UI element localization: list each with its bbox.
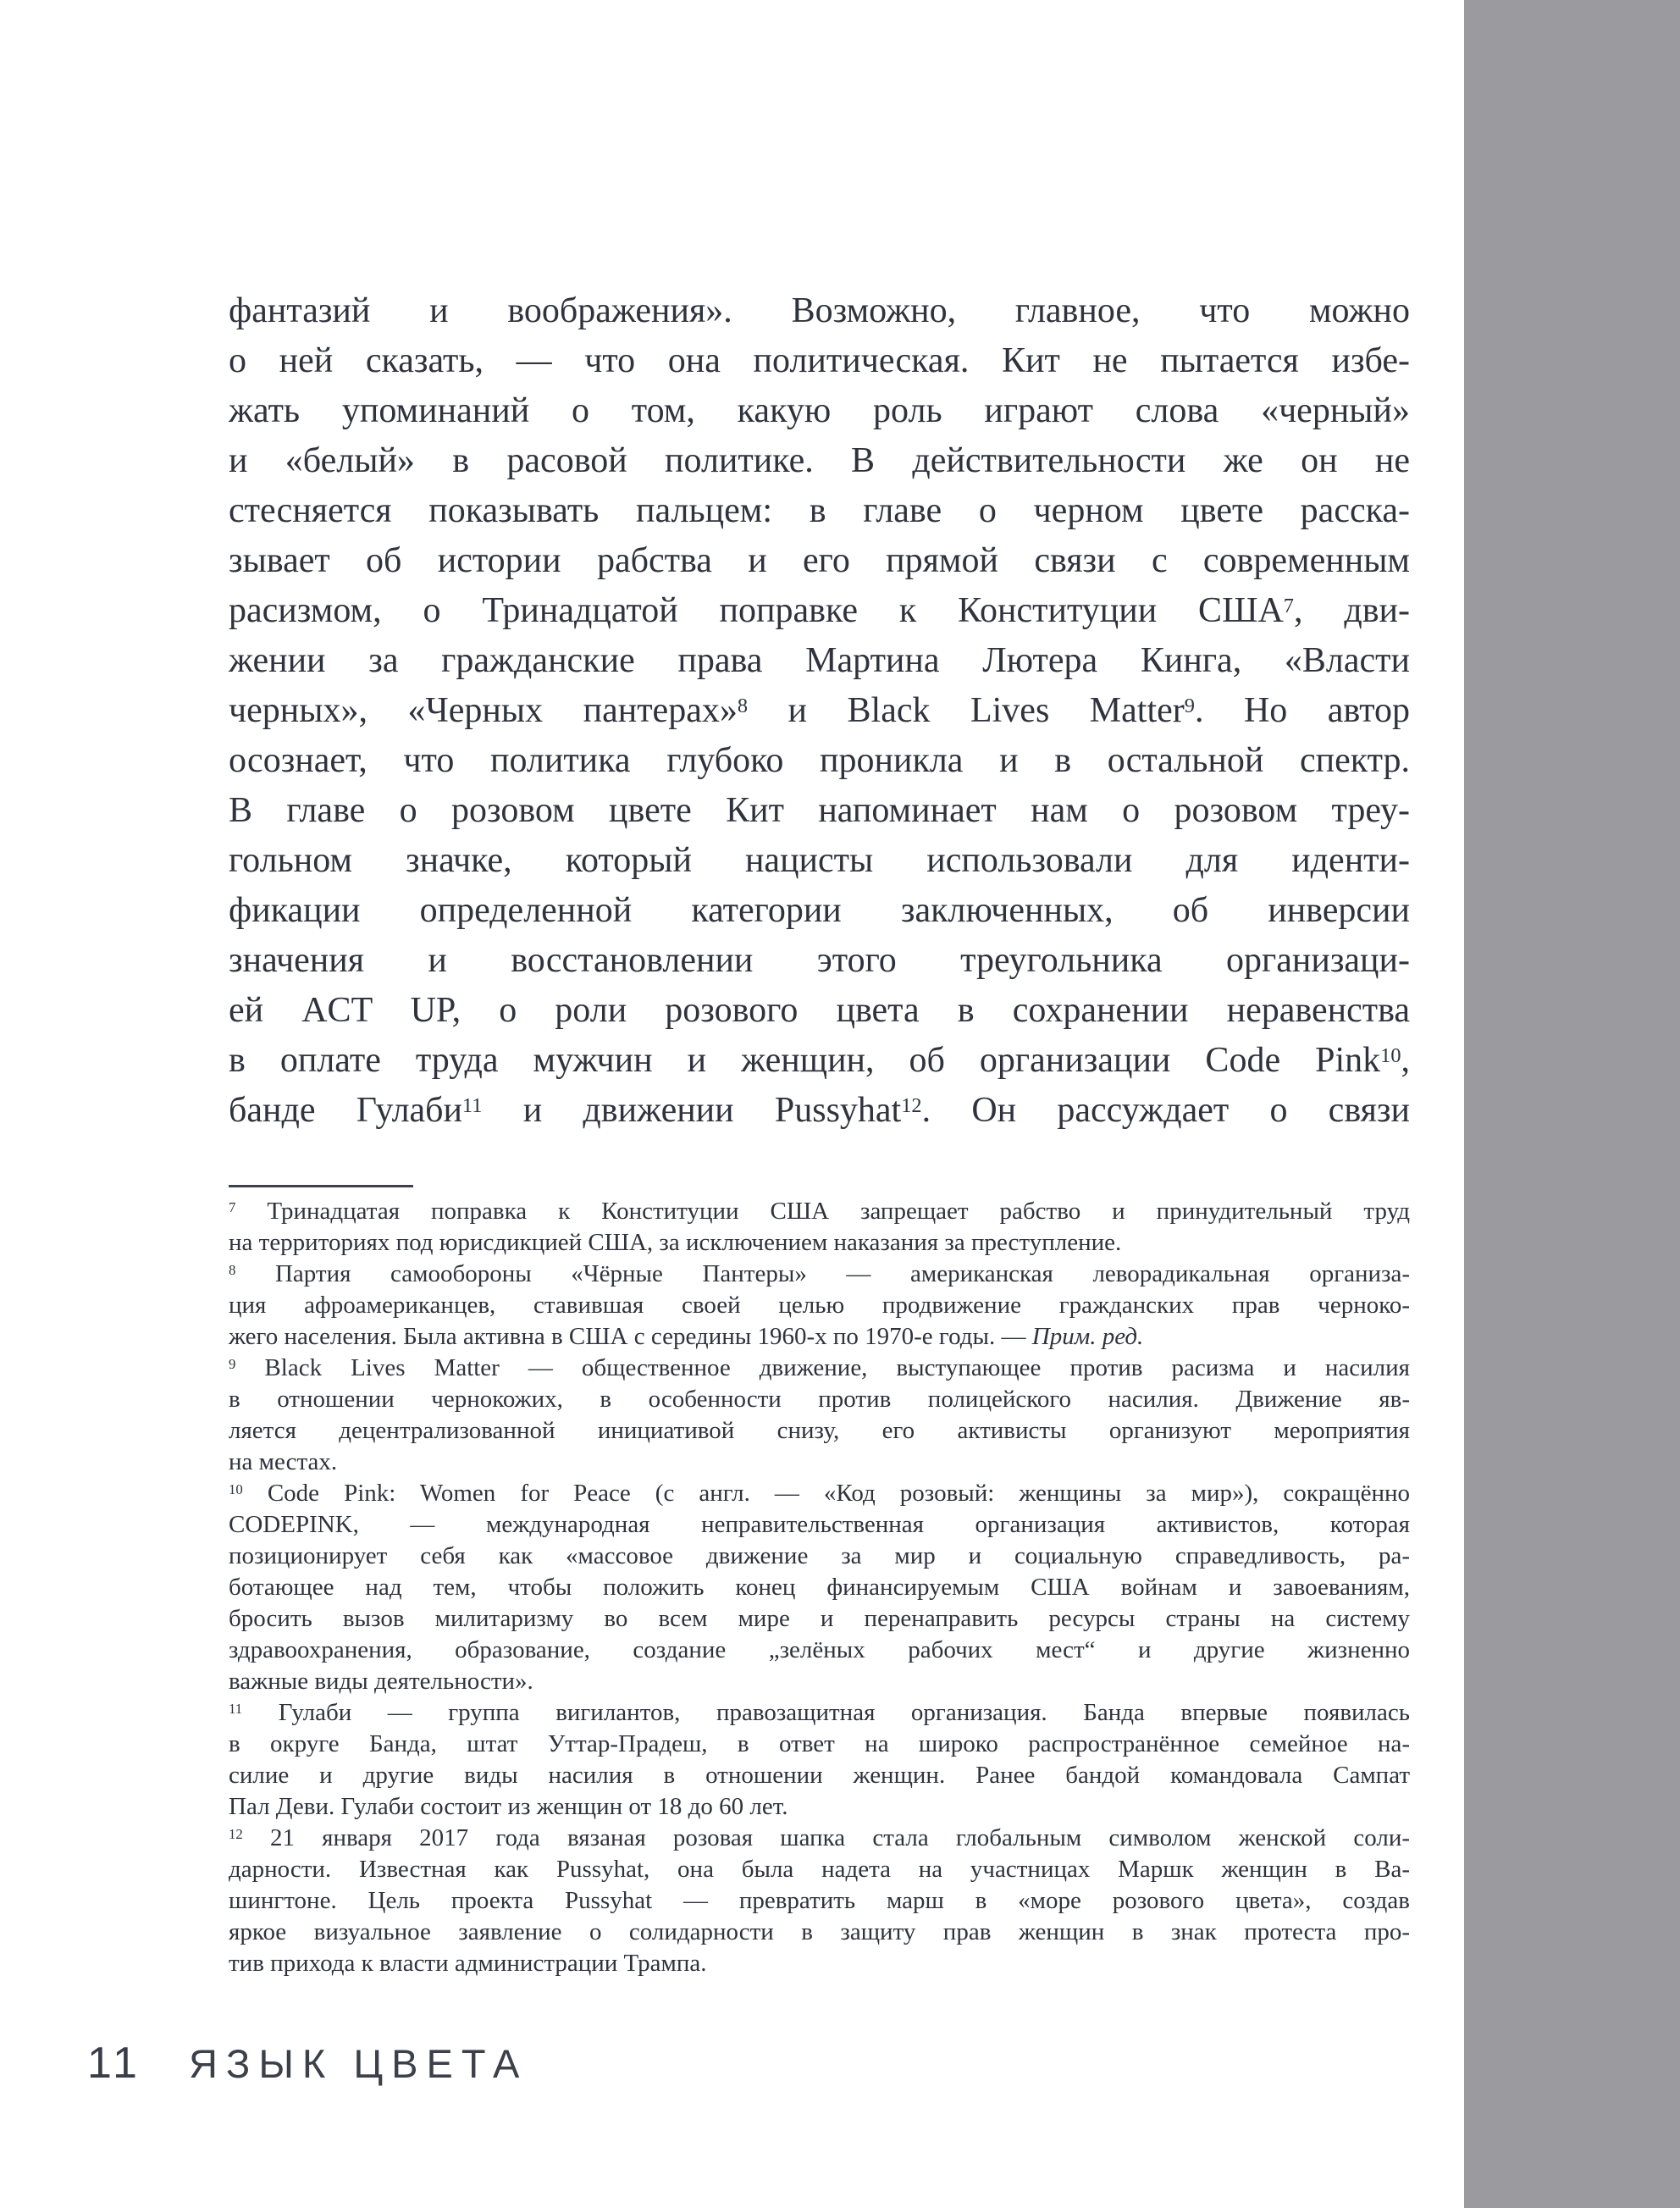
- footnote-line: $^9$ Black Lives Matter — общественное движение, выступающее против расизма и насилия: [229, 1354, 1410, 1381]
- footnote-line: ботающее над тем, чтобы положить конец финансируемым США войнам и завоеваниям,: [229, 1574, 1410, 1601]
- footnote-line: на территориях под юрисдикцией США, за исключением наказания за преступление.: [229, 1229, 1122, 1256]
- footnote-7: [229, 1196, 1410, 1259]
- footnote-line: силие и другие виды насилия в отношении женщин. Ранее бандой командовала Сампат: [229, 1762, 1410, 1789]
- body-text-line: гольном значке, который нацисты использовали для иденти-: [229, 841, 1410, 880]
- footnote-11: [229, 1697, 1410, 1823]
- footnote-line: позиционирует себя как «массовое движение за мир и социальную справедливость, ра-: [229, 1542, 1410, 1569]
- footnote-line: здравоохранения, образование, создание „зелёных рабочих мест“ и другие жизненно: [229, 1636, 1410, 1663]
- footnotes: [229, 1196, 1410, 1979]
- body-text: [229, 286, 1410, 1136]
- footnote-line: ляется децентрализованной инициативой снизу, его активисты организуют мероприятия: [229, 1417, 1410, 1444]
- footnote-12: [229, 1823, 1410, 1979]
- body-text-line: в оплате труда мужчин и женщин, об организации Code Pink$^{10}$,: [229, 1041, 1410, 1080]
- body-text-line: В главе о розовом цвете Кит напоминает нам о розовом треу-: [229, 791, 1410, 830]
- footnote-line: тив прихода к власти администрации Трампа.: [229, 1950, 707, 1977]
- running-title: ЯЗЫК ЦВЕТА: [188, 2041, 528, 2086]
- body-text-line: фикации определенной категории заключенных, об инверсии: [229, 891, 1410, 930]
- body-text-line: жении за гражданские права Мартина Лютера Кинга, «Власти: [229, 641, 1410, 680]
- body-text-line: значения и восстановлении этого треугольника организаци-: [229, 941, 1410, 980]
- footnote-line: в отношении чернокожих, в особенности против полицейского насилия. Движение яв-: [229, 1386, 1410, 1413]
- footnote-line: $^8$ Партия самообороны «Чёрные Пантеры» — американская леворадикальная организа-: [229, 1260, 1410, 1287]
- footnote-line: Пал Деви. Гулаби состоит из женщин от 18 до 60 лет.: [229, 1793, 788, 1820]
- body-text-line: зывает об истории рабства и его прямой связи с современным: [229, 541, 1410, 580]
- body-text-line: и «белый» в расовой политике. В действительности же он не: [229, 441, 1410, 480]
- body-text-line: жать упоминаний о том, какую роль играют слова «черный»: [229, 391, 1410, 430]
- body-text-line: о ней сказать, — что она политическая. Кит не пытается избе-: [229, 341, 1410, 380]
- body-text-line: ей ACT UP, о роли розового цвета в сохранении неравенства: [229, 991, 1410, 1030]
- footnote-9: [229, 1353, 1410, 1478]
- footnote-line: $^{11}$ Гулаби — группа вигилантов, правозащитная организация. Банда впервые появилась: [229, 1699, 1410, 1726]
- footnote-line: дарности. Известная как Pussyhat, она была надета на участницах Маршк женщин в Ва-: [229, 1856, 1410, 1883]
- page-number: 11: [87, 2039, 141, 2088]
- footnote-line: $^7$ Тринадцатая поправка к Конституции США запрещает рабство и принудительный труд: [229, 1198, 1410, 1225]
- body-text-line: фантазий и воображения». Возможно, главное, что можно: [229, 291, 1410, 330]
- footnote-line: ция афроамериканцев, ставившая своей целью продвижение гражданских прав черноко-: [229, 1292, 1410, 1319]
- body-text-line: стесняется показывать пальцем: в главе о черном цвете расска-: [229, 491, 1410, 530]
- footnote-line: $^{12}$ 21 января 2017 года вязаная розовая шапка стала глобальным символом женской соли-: [229, 1824, 1410, 1851]
- body-text-line: банде Гулаби$^{11}$ и движении Pussyhat$^{12}$. Он рассуждает о связи: [229, 1091, 1410, 1130]
- body-text-line: расизмом, о Тринадцатой поправке к Конституции США$^7$, дви-: [229, 591, 1410, 630]
- footnote-line: $^{10}$ Code Pink: Women for Peace (с англ. — «Код розовый: женщины за мир»), сокращённо: [229, 1480, 1410, 1507]
- page-footer: [87, 2038, 528, 2089]
- footnote-line: шингтоне. Цель проекта Pussyhat — превратить марш в «море розового цвета», создав: [229, 1887, 1410, 1914]
- body-text-line: черных», «Черных пантерах»$^8$ и Black Lives Matter$^9$. Но автор: [229, 691, 1410, 730]
- footnote-line: жего населения. Была активна в США с середины 1960-х по 1970-е годы. — Прим. ред.: [229, 1323, 1144, 1350]
- footnote-line: важные виды деятельности».: [229, 1668, 533, 1695]
- body-text-line: осознает, что политика глубоко проникла и в остальной спектр.: [229, 741, 1410, 780]
- footnote-line: CODEPINK, — международная неправительственная организация активистов, которая: [229, 1511, 1410, 1538]
- footnote-10: [229, 1478, 1410, 1697]
- footnote-separator-rule: [229, 1185, 413, 1187]
- footnote-8: [229, 1259, 1410, 1353]
- footnote-line: бросить вызов милитаризму во всем мире и перенаправить ресурсы страны на систему: [229, 1605, 1410, 1632]
- footnote-line: в округе Банда, штат Уттар-Прадеш, в ответ на широко распространённое семейное на-: [229, 1730, 1410, 1757]
- footnote-line: на местах.: [229, 1448, 338, 1475]
- footnote-line: яркое визуальное заявление о солидарности в защиту прав женщин в знак протеста про-: [229, 1918, 1410, 1945]
- page-edge-strip: [1464, 0, 1680, 2208]
